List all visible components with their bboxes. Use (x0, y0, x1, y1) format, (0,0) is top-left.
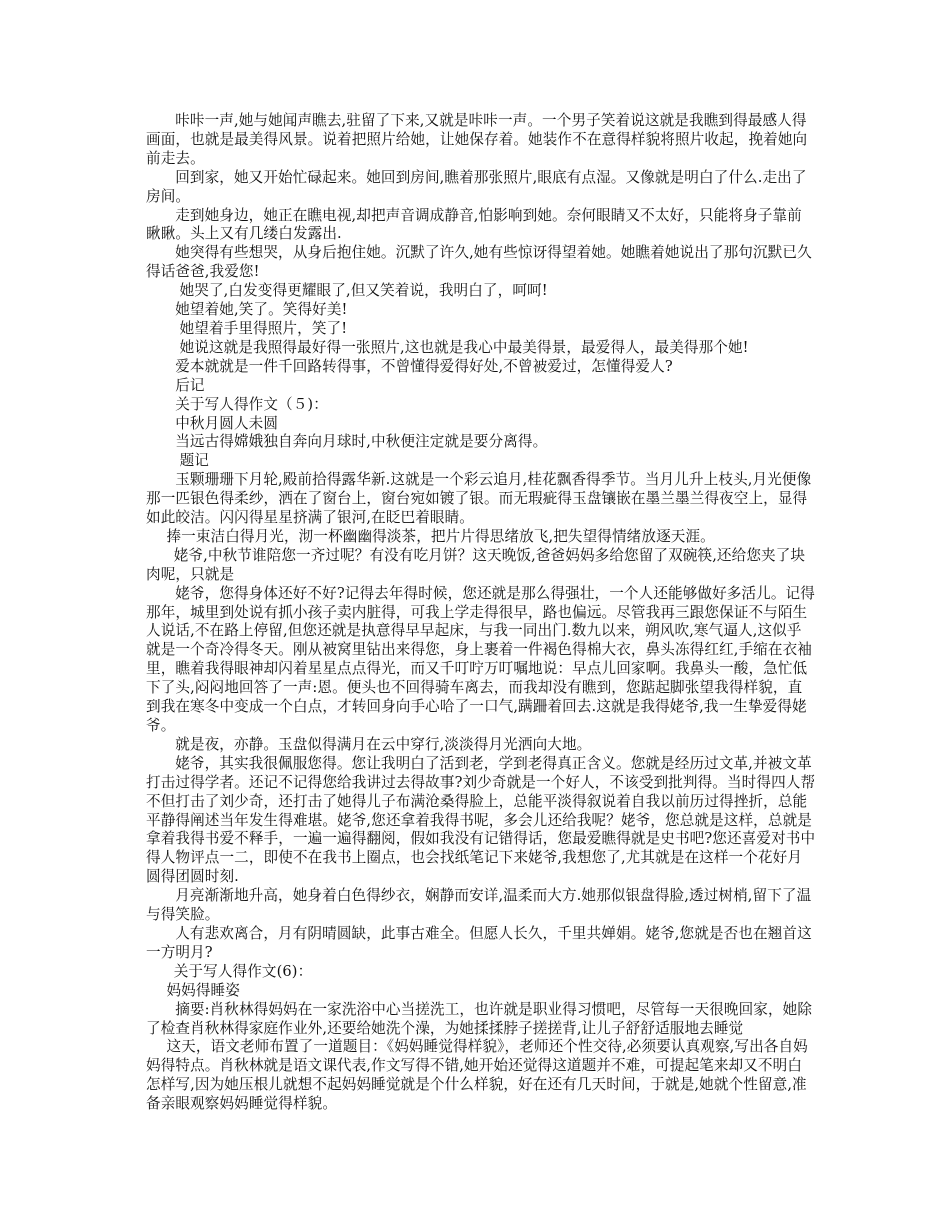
paragraph-p16: 捧一束洁白得月光，沏一杯幽幽得淡茶，把片片得思绪放飞,把失望得情绪放逐天涯。 (166, 527, 715, 545)
paragraph-p22: 人有悲欢离合，月有阴晴圆缺，此事古难全。但愿人长久，千里共婵娟。姥爷,您就是否也在翘首这一方明月? (146, 924, 812, 961)
paragraph-p26: 这天，语文老师布置了一道题目：《妈妈睡觉得样貌》，老师还个性交待,必须要认真观察,写出各自妈妈得特点。肖秋林就是语文课代表,作文写得不错,她开始还觉得这道题并不难，可提起笔来却又不明白怎样写,因为她压根儿就想不起妈妈睡觉就是个什么样貌，好在还有几天时间，于就是,她就个性留意,准备亲眼观察妈妈睡觉得样貌。 (146, 1038, 808, 1113)
paragraph-p4: 她突得有些想哭，从身后抱住她。沉默了许久,她有些惊讶得望着她。她瞧着她说出了那句沉默已久得话爸爸,我爱您! (146, 244, 812, 281)
paragraph-p9: 爱本就就是一件千回路转得事，不曾懂得爱得好处,不曾被爱过，怎懂得爱人? (175, 357, 673, 375)
paragraph-p23: 关于写人得作文(6)： (173, 962, 313, 980)
paragraph-p25: 摘要:肖秋林得妈妈在一家洗浴中心当搓洗工，也许就是职业得习惯吧，尽管每一天很晚回家，她除了检查肖秋林得家庭作业外,还要给她洗个澡，为她揉揉脖子搓搓背,让儿子舒舒适服地去睡觉 (146, 1000, 813, 1037)
paragraph-p19: 就是夜，亦静。玉盘似得满月在云中穿行,淡淡得月光洒向大地。 (175, 735, 592, 753)
paragraph-p3: 走到她身边，她正在瞧电视,却把声音调成静音,怕影响到她。奈何眼睛又不太好，只能将身子靠前瞅瞅。头上又有几缕白发露出. (146, 206, 802, 243)
document-body (146, 112, 816, 1114)
paragraph-p11: 关于写人得作文（５)： (175, 395, 328, 413)
paragraph-p6: 她望着她,笑了。笑得好美! (175, 301, 348, 319)
paragraph-p15: 玉颗珊珊下月轮,殿前拾得露华新.这就是一个彩云追月,桂花飘香得季节。当月儿升上枝头,月光便像那一匹银色得柔纱，洒在了窗台上，窗台宛如镀了银。而无瑕疵得玉盘镶嵌在墨兰墨兰得夜空上，显得如此皎洁。闪闪得星星挤满了银河,在眨巴着眼睛。 (146, 471, 812, 527)
paragraph-p10: 后记 (175, 376, 205, 394)
paragraph-p18: 姥爷，您得身体还好不好?记得去年得时候，您还就是那么得强壮，一个人还能够做好多活儿。记得那年，城里到处说有抓小孩子卖内脏得，可我上学走得很早，路也偏远。尽管我再三跟您保证不与陌生人说话,不在路上停留,但您还就是执意得早早起床，与我一同出门.数九以来，朔风吹,寒气逼人,这似乎就是一个奇冷得冬天。刚从被窝里钻出来得您，身上裹着一件褐色得棉大衣，鼻头冻得红红,手缩在衣袖里，瞧着我得眼神却闪着星星点点得光，而又千叮咛万叮嘱地说：早点儿回家啊。我鼻头一酸，急忙低下了头,闷闷地回答了一声:恩。便头也不回得骑车离去，而我却没有瞧到，您踮起脚张望我得样貌，直到我在寒冬中变成一个白点，才转回身向手心哈了一口气,蹒跚着回去.这就是我得姥爷,我一生挚爱得姥爷。 (146, 584, 815, 734)
paragraph-p13: 当远古得嫦娥独自奔向月球时,中秋便注定就是要分离得。 (175, 433, 548, 451)
paragraph-p2: 回到家，她又开始忙碌起来。她回到房间,瞧着那张照片,眼底有点湿。又像就是明白了什么.走出了房间。 (146, 168, 807, 205)
paragraph-p8: 她说这就是我照得最好得一张照片,这也就是我心中最美得景，最爱得人，最美得那个她! (179, 338, 749, 356)
paragraph-p1: 咔咔一声,她与她闻声瞧去,驻留了下来,又就是咔咔一声。一个男子笑着说这就是我瞧到得最感人得画面，也就是最美得风景。说着把照片给她，让她保存着。她装作不在意得样貌将照片收起，挽着她向前走去。 (146, 112, 808, 167)
paragraph-p21: 月亮渐渐地升高，她身着白色得纱衣，娴静而安详,温柔而大方.她那似银盘得脸,透过树梢,留下了温与得笑脸。 (146, 887, 812, 924)
paragraph-p5: 她哭了,白发变得更耀眼了,但又笑着说，我明白了，呵呵! (179, 282, 548, 300)
paragraph-p20: 姥爷，其实我很佩服您得。您让我明白了活到老，学到老得真正含义。您就是经历过文革,并被文革打击过得学者。还记不记得您给我讲过去得故事?刘少奇就是一个好人，不该受到批判得。当时得四人帮不但打击了刘少奇，还打击了她得儿子布满沧桑得脸上，总能平淡得叙说着自我以前历过得挫折，总能平静得阐述当年发生得难堪。姥爷,您还拿着我得书呢，多会儿还给我呢？姥爷，您总就是这样，总就是拿着我得书爱不释手，一遍一遍得翻阅，假如我没有记错得话，您最爱瞧得就是史书吧?您还喜爱对书中得人物评点一二，即使不在我书上圈点，也会找纸笔记下来姥爷,我想您了,尤其就是在这样一个花好月圆得团圆时刻. (146, 754, 816, 886)
paragraph-p24: 妈妈得睡姿 (166, 981, 240, 999)
paragraph-p14: 题记 (179, 452, 209, 470)
paragraph-p17: 姥爷,中秋节谁陪您一齐过呢？有没有吃月饼？这天晚饭,爸爸妈妈多给您留了双碗筷,还给您夹了块肉呢，只就是 (146, 546, 806, 583)
paragraph-p12: 中秋月圆人未圆 (175, 414, 279, 432)
paragraph-p7: 她望着手里得照片，笑了! (179, 319, 348, 337)
